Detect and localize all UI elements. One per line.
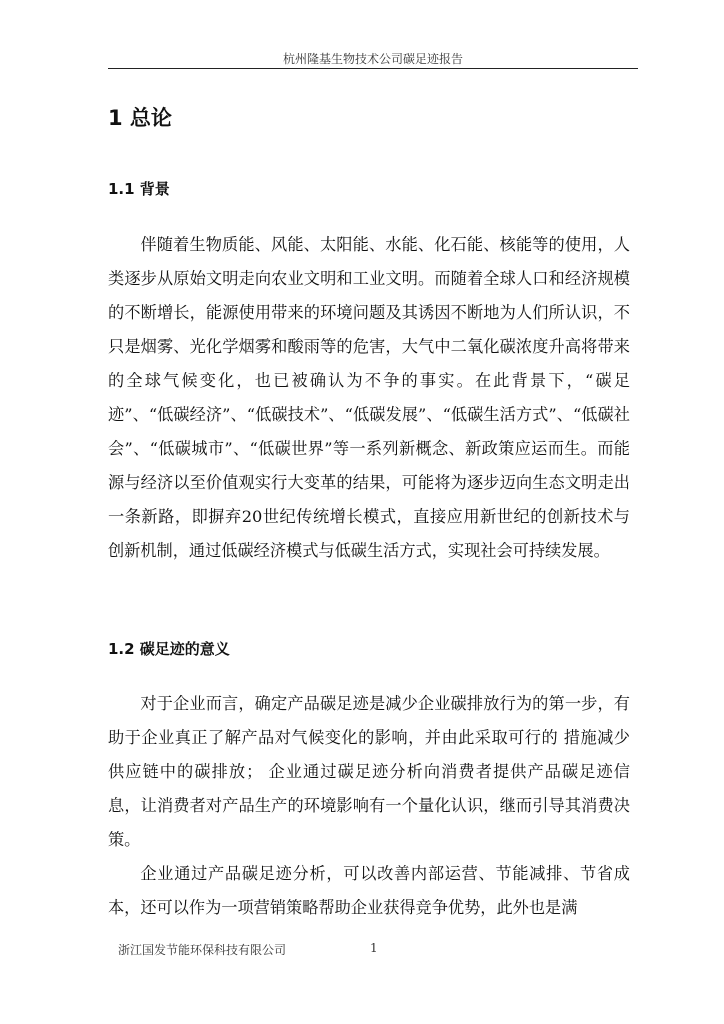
chapter-heading: 1 总论 [108,106,172,130]
page-header-title: 杭州隆基生物技术公司碳足迹报告 [282,52,463,66]
significance-paragraph-2: 企业通过产品碳足迹分析，可以改善内部运营、节能减排、节省成本，还可以作为一项营销策略帮助企业获得竞争优势，此外也是满 [108,864,630,917]
header-divider [108,68,638,69]
section-heading-background: 1.1 背景 [108,180,170,198]
footer-company: 浙江国发节能环保科技有限公司 [118,943,287,957]
section-heading-significance: 1.2 碳足迹的意义 [108,640,230,658]
page-number: 1 [370,941,378,955]
background-paragraph: 伴随着生物质能、风能、太阳能、水能、化石能、核能等的使用，人类逐步从原始文明走向农业文明和工业文明。而随着全球人口和经济规模的不断增长，能源使用带来的环境问题及其诱因不断地为人们所认识，不只是烟雾、光化学烟雾和酸雨等的危害，大气中二氧化碳浓度升高将带来的全球气候变化，也已被确认为不争的事实。在此背景下，“碳足迹”、“低碳经济”、“低碳技术”、“低碳发展”、“低碳生活方式”、“低碳社会”、“低碳城市”、“低碳世界”等一系列新概念、新政策应运而生。而能源与经济以至价值观实行大变革的结果，可能将为逐步迈向生态文明走出一条新路，即摒弃20世纪传统增长模式，直接应用新世纪的创新技术与创新机制，通过低碳经济模式与低碳生活方式，实现社会可持续发展。 [108,235,630,560]
significance-paragraph-1: 对于企业而言，确定产品碳足迹是减少企业碳排放行为的第一步，有助于企业真正了解产品对气候变化的影响，并由此采取可行的 措施减少供应链中的碳排放； 企业通过碳足迹分析向消费者提供产品碳足迹信息，让消费者对产品生产的环境影响有一个量化认识，继而引导其消费决策。 [108,694,630,849]
